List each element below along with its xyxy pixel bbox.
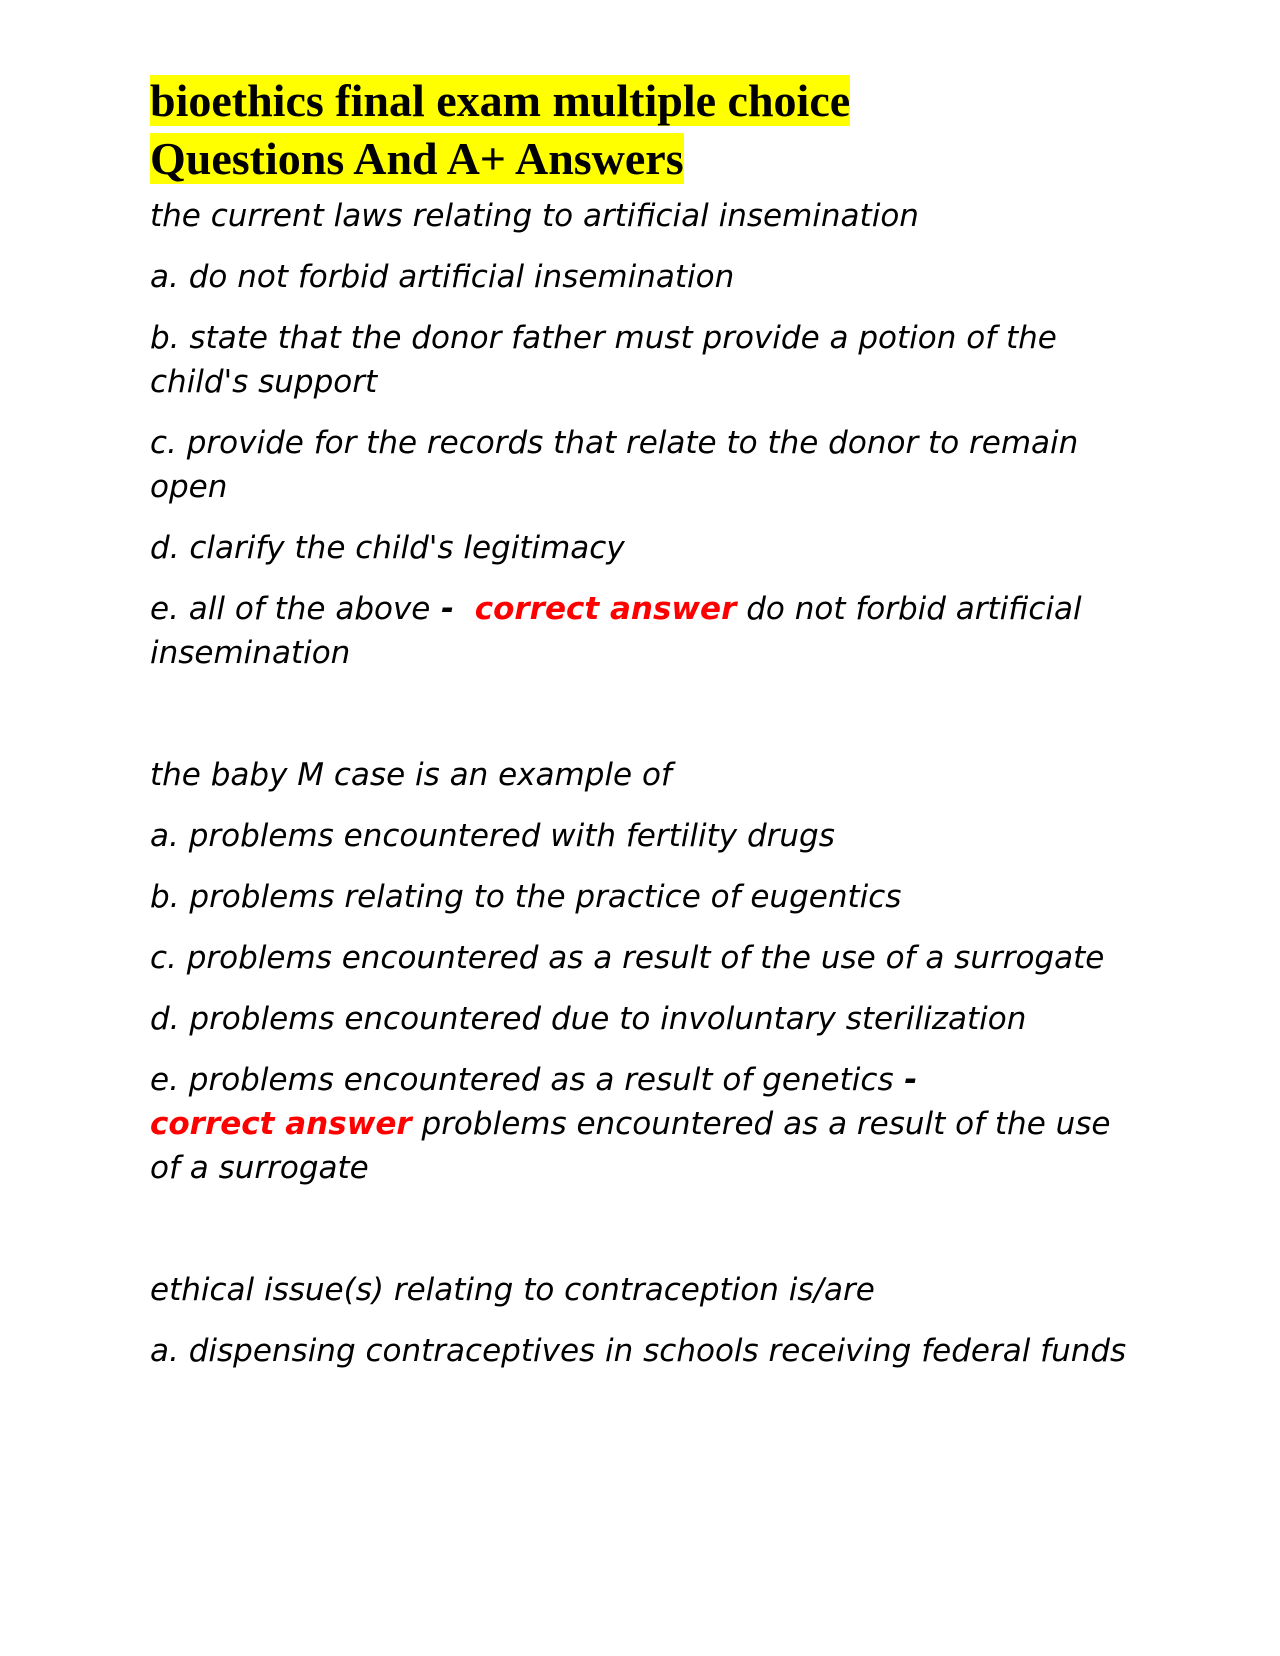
question-block [150, 194, 1130, 675]
correct-answer-label: correct answer [474, 591, 737, 627]
option-e: e. all of the above [150, 591, 431, 627]
option-b: b. state that the donor father must provide a potion of the child's support [150, 320, 1057, 400]
option-d: d. clarify the child's legitimacy [150, 530, 625, 566]
option-a: a. dispensing contraceptives in schools receiving federal funds [150, 1333, 1127, 1369]
spacer [150, 692, 1130, 753]
option-a: a. do not forbid artificial insemination [150, 259, 735, 295]
question-stem: the current laws relating to artificial insemination [150, 198, 919, 234]
answer-separator: - [430, 591, 465, 627]
correct-answer-text: problems encountered as a result of the use of a surrogate [150, 1106, 1111, 1186]
option-d: d. problems encountered due to involuntary sterilization [150, 1001, 1027, 1037]
correct-answer-label: correct answer [150, 1106, 412, 1142]
answer-separator: - [893, 1062, 918, 1098]
document-page [150, 72, 1130, 1390]
title-line-1: bioethics final exam multiple choice [150, 75, 851, 126]
title-line-2: Questions And A+ Answers [150, 133, 684, 184]
option-e-with-answer [150, 1058, 1130, 1190]
question-block [150, 753, 1130, 1190]
option-c: c. problems encountered as a result of the use of a surrogate [150, 940, 1105, 976]
option-e-with-answer [150, 587, 1130, 675]
option-b: b. problems relating to the practice of eugentics [150, 879, 902, 915]
correct-answer-text: do not forbid artificial insemination [150, 591, 1082, 671]
question-block [150, 1268, 1130, 1373]
document-title [150, 72, 1130, 188]
question-stem: the baby M case is an example of [150, 757, 672, 793]
question-stem: ethical issue(s) relating to contraception is/are [150, 1272, 875, 1308]
spacer [150, 1207, 1130, 1268]
option-a: a. problems encountered with fertility drugs [150, 818, 835, 854]
option-e: e. problems encountered as a result of genetics [150, 1062, 894, 1098]
option-c: c. provide for the records that relate to the donor to remain open [150, 425, 1079, 505]
